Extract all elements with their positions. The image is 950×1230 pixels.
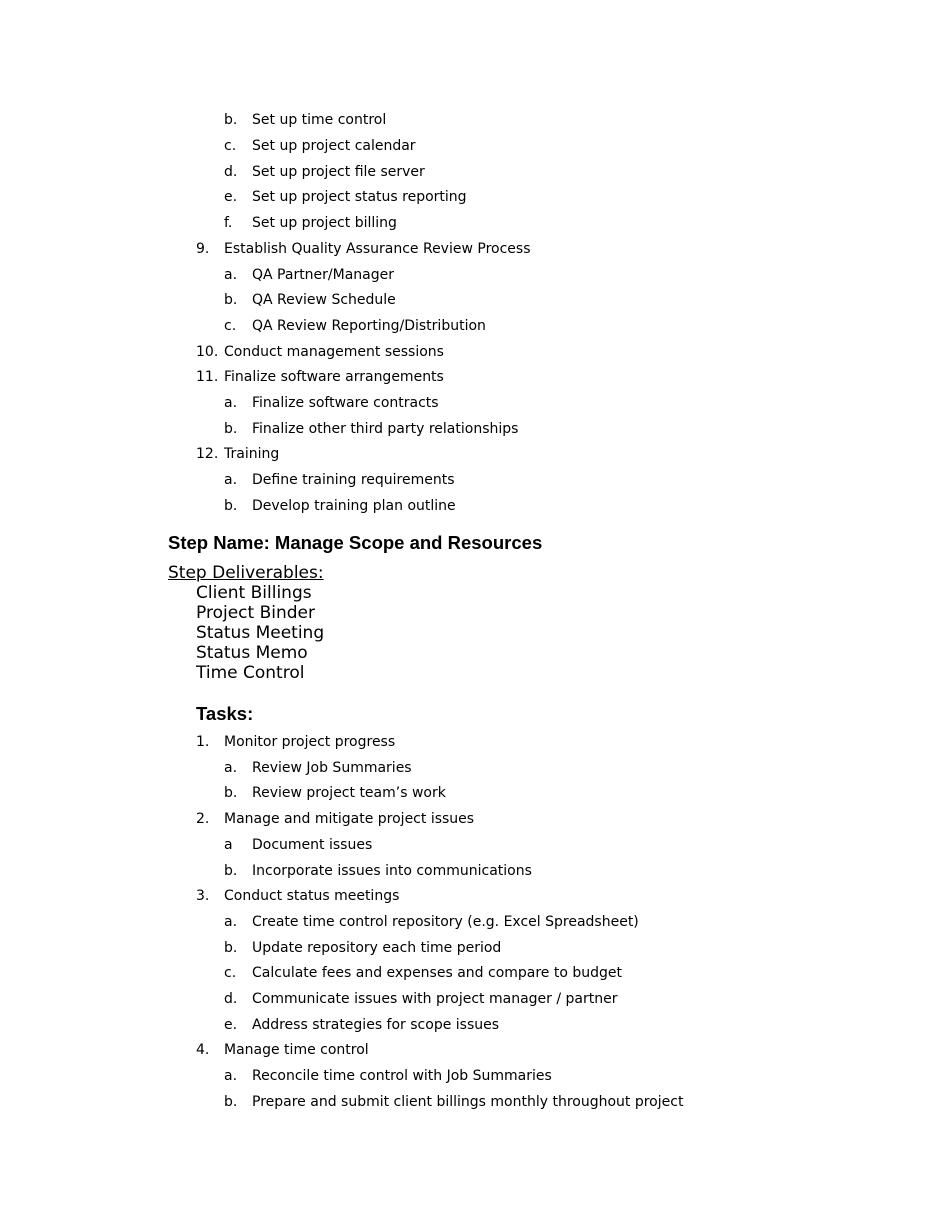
list-item-text: Document issues <box>252 837 373 853</box>
list-marker: d. <box>224 991 238 1007</box>
list-marker: b. <box>224 940 238 956</box>
list-item-text: Set up project billing <box>252 215 397 231</box>
deliverable-item: Project Binder <box>196 603 315 623</box>
list-marker: e. <box>224 189 238 205</box>
list-marker: 4. <box>196 1042 210 1058</box>
step-heading: Step Name: Manage Scope and Resources <box>168 532 543 553</box>
list-item-text: Create time control repository (e.g. Excel Spreadsheet) <box>252 914 639 930</box>
list-item-text: Conduct management sessions <box>224 344 444 360</box>
list-item-text: Set up time control <box>252 112 387 128</box>
list-marker: b. <box>224 112 238 128</box>
list-marker: 11. <box>196 369 219 385</box>
deliverable-item: Status Memo <box>196 643 308 663</box>
list-marker: c. <box>224 138 237 154</box>
list-marker: a. <box>224 760 238 776</box>
list-item-text: Set up project calendar <box>252 138 416 154</box>
deliverable-item: Time Control <box>196 663 305 683</box>
list-item-text: QA Partner/Manager <box>252 267 395 283</box>
list-marker: c. <box>224 965 237 981</box>
list-marker: b. <box>224 863 238 879</box>
list-marker: a. <box>224 267 238 283</box>
list-item-text: Address strategies for scope issues <box>252 1017 500 1033</box>
list-marker: b. <box>224 498 238 514</box>
list-item-text: Conduct status meetings <box>224 888 400 904</box>
list-marker: 1. <box>196 734 210 750</box>
list-marker: a <box>224 837 233 853</box>
list-item-text: Review project team’s work <box>252 785 446 801</box>
list-item-text: Finalize software arrangements <box>224 369 444 385</box>
list-marker: f. <box>224 215 233 231</box>
list-marker: a. <box>224 1068 238 1084</box>
list-item-text: Establish Quality Assurance Review Process <box>224 241 531 257</box>
list-item-text: Calculate fees and expenses and compare to budget <box>252 965 623 981</box>
list-marker: b. <box>224 292 238 308</box>
list-item-text: Develop training plan outline <box>252 498 456 514</box>
deliverable-item: Status Meeting <box>196 623 325 643</box>
list-marker: a. <box>224 472 238 488</box>
list-item-text: Communicate issues with project manager / partner <box>252 991 618 1007</box>
list-marker: a. <box>224 395 238 411</box>
list-item-text: Reconcile time control with Job Summaries <box>252 1068 552 1084</box>
list-marker: b. <box>224 421 238 437</box>
list-item-text: Prepare and submit client billings monthly throughout project <box>252 1094 684 1110</box>
list-marker: a. <box>224 914 238 930</box>
list-marker: 10. <box>196 344 219 360</box>
list-marker: 9. <box>196 241 210 257</box>
list-item-text: Monitor project progress <box>224 734 396 750</box>
list-item-text: Review Job Summaries <box>252 760 412 776</box>
list-marker: b. <box>224 785 238 801</box>
list-marker: 2. <box>196 811 210 827</box>
list-item-text: Manage and mitigate project issues <box>224 811 475 827</box>
list-marker: 3. <box>196 888 210 904</box>
list-item-text: Training <box>224 446 280 462</box>
list-item-text: Finalize other third party relationships <box>252 421 519 437</box>
list-item-text: Manage time control <box>224 1042 369 1058</box>
list-marker: c. <box>224 318 237 334</box>
list-item-text: Set up project file server <box>252 164 425 180</box>
list-item-text: Define training requirements <box>252 472 455 488</box>
deliverable-item: Client Billings <box>196 583 312 603</box>
list-marker: b. <box>224 1094 238 1110</box>
list-item-text: Finalize software contracts <box>252 395 439 411</box>
list-item-text: Set up project status reporting <box>252 189 467 205</box>
list-item-text: QA Review Schedule <box>252 292 396 308</box>
deliverables-label: Step Deliverables: <box>168 563 324 583</box>
list-item-text: Incorporate issues into communications <box>252 863 532 879</box>
list-item-text: Update repository each time period <box>252 940 502 956</box>
tasks-heading: Tasks: <box>196 703 254 724</box>
list-marker: 12. <box>196 446 219 462</box>
list-marker: d. <box>224 164 238 180</box>
list-item-text: QA Review Reporting/Distribution <box>252 318 486 334</box>
list-marker: e. <box>224 1017 238 1033</box>
